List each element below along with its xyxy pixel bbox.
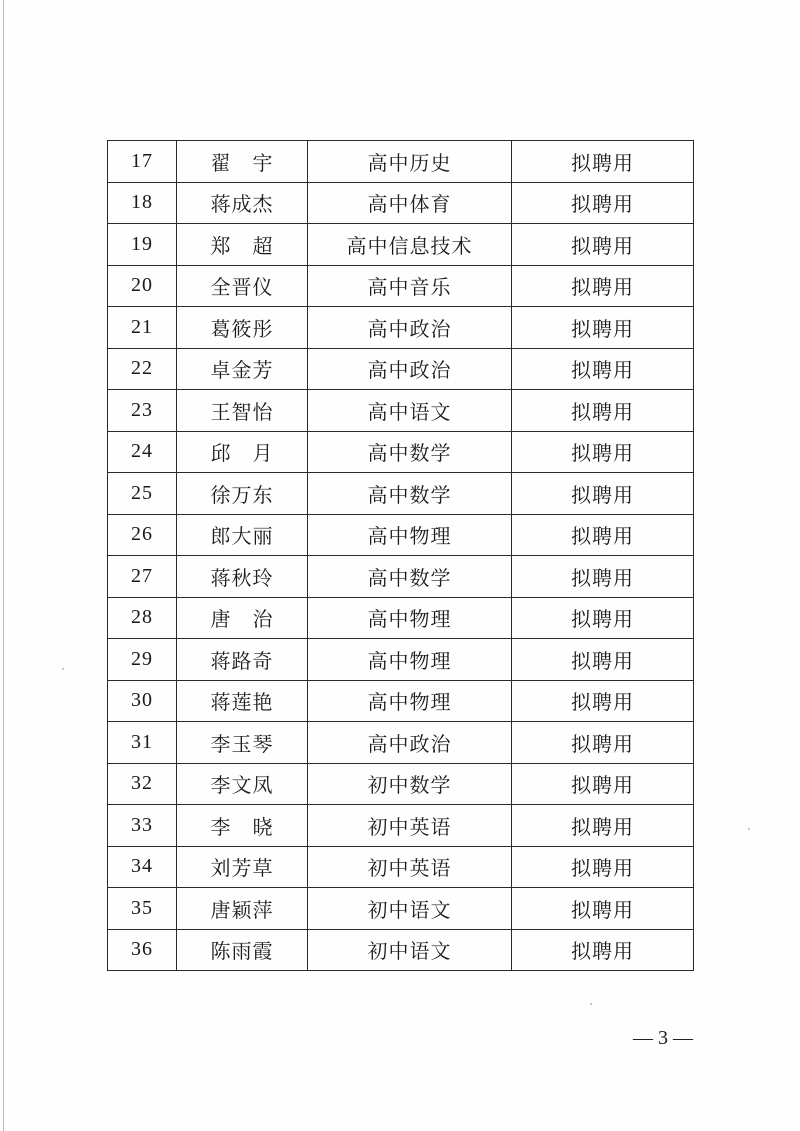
status-cell: 拟聘用 bbox=[512, 556, 694, 598]
status-cell: 拟聘用 bbox=[512, 473, 694, 515]
status-cell: 拟聘用 bbox=[512, 182, 694, 224]
subject-cell: 高中物理 bbox=[308, 514, 512, 556]
row-number-cell: 30 bbox=[108, 680, 177, 722]
name-cell: 全晋仪 bbox=[177, 265, 308, 307]
subject-cell: 高中政治 bbox=[308, 722, 512, 764]
name-cell: 徐万东 bbox=[177, 473, 308, 515]
status-cell: 拟聘用 bbox=[512, 763, 694, 805]
subject-cell: 高中物理 bbox=[308, 639, 512, 681]
table-row bbox=[108, 639, 694, 681]
status-cell: 拟聘用 bbox=[512, 390, 694, 432]
table-row bbox=[108, 307, 694, 349]
table-row bbox=[108, 141, 694, 183]
table-row bbox=[108, 597, 694, 639]
scan-edge-line bbox=[3, 0, 4, 1131]
subject-cell: 高中数学 bbox=[308, 431, 512, 473]
row-number-cell: 25 bbox=[108, 473, 177, 515]
name-cell: 陈雨霞 bbox=[177, 929, 308, 971]
subject-cell: 初中语文 bbox=[308, 929, 512, 971]
row-number-cell: 26 bbox=[108, 514, 177, 556]
table-row bbox=[108, 182, 694, 224]
status-cell: 拟聘用 bbox=[512, 888, 694, 930]
subject-cell: 高中语文 bbox=[308, 390, 512, 432]
name-cell: 唐颖萍 bbox=[177, 888, 308, 930]
name-cell: 郎大丽 bbox=[177, 514, 308, 556]
subject-cell: 高中政治 bbox=[308, 348, 512, 390]
name-cell: 李 晓 bbox=[177, 805, 308, 847]
table-row bbox=[108, 390, 694, 432]
row-number-cell: 20 bbox=[108, 265, 177, 307]
name-cell: 王智怡 bbox=[177, 390, 308, 432]
table-row bbox=[108, 431, 694, 473]
name-cell: 蒋路奇 bbox=[177, 639, 308, 681]
name-cell: 刘芳草 bbox=[177, 846, 308, 888]
table-row bbox=[108, 929, 694, 971]
status-cell: 拟聘用 bbox=[512, 929, 694, 971]
status-cell: 拟聘用 bbox=[512, 307, 694, 349]
row-number-cell: 28 bbox=[108, 597, 177, 639]
table-row bbox=[108, 265, 694, 307]
row-number-cell: 23 bbox=[108, 390, 177, 432]
subject-cell: 高中政治 bbox=[308, 307, 512, 349]
scan-speck bbox=[62, 668, 64, 670]
scan-speck bbox=[590, 1003, 592, 1005]
table-row bbox=[108, 224, 694, 266]
name-cell: 郑 超 bbox=[177, 224, 308, 266]
row-number-cell: 33 bbox=[108, 805, 177, 847]
name-cell: 李玉琴 bbox=[177, 722, 308, 764]
status-cell: 拟聘用 bbox=[512, 224, 694, 266]
subject-cell: 初中数学 bbox=[308, 763, 512, 805]
table-row bbox=[108, 763, 694, 805]
row-number-cell: 21 bbox=[108, 307, 177, 349]
status-cell: 拟聘用 bbox=[512, 722, 694, 764]
subject-cell: 高中信息技术 bbox=[308, 224, 512, 266]
row-number-cell: 19 bbox=[108, 224, 177, 266]
name-cell: 蒋成杰 bbox=[177, 182, 308, 224]
name-cell: 葛筱彤 bbox=[177, 307, 308, 349]
table-row bbox=[108, 846, 694, 888]
table-row bbox=[108, 805, 694, 847]
row-number-cell: 35 bbox=[108, 888, 177, 930]
row-number-cell: 34 bbox=[108, 846, 177, 888]
status-cell: 拟聘用 bbox=[512, 141, 694, 183]
table-row bbox=[108, 680, 694, 722]
status-cell: 拟聘用 bbox=[512, 597, 694, 639]
table-row bbox=[108, 514, 694, 556]
subject-cell: 初中语文 bbox=[308, 888, 512, 930]
page-number: — 3 — bbox=[633, 1027, 693, 1049]
table-row bbox=[108, 556, 694, 598]
scan-speck bbox=[748, 828, 750, 830]
status-cell: 拟聘用 bbox=[512, 514, 694, 556]
row-number-cell: 22 bbox=[108, 348, 177, 390]
status-cell: 拟聘用 bbox=[512, 805, 694, 847]
table-row bbox=[108, 348, 694, 390]
subject-cell: 高中物理 bbox=[308, 680, 512, 722]
roster-table-body bbox=[108, 141, 694, 971]
name-cell: 蒋莲艳 bbox=[177, 680, 308, 722]
name-cell: 翟 宇 bbox=[177, 141, 308, 183]
row-number-cell: 29 bbox=[108, 639, 177, 681]
status-cell: 拟聘用 bbox=[512, 265, 694, 307]
subject-cell: 高中数学 bbox=[308, 556, 512, 598]
table-row bbox=[108, 473, 694, 515]
subject-cell: 初中英语 bbox=[308, 846, 512, 888]
table-row bbox=[108, 722, 694, 764]
name-cell: 李文凤 bbox=[177, 763, 308, 805]
subject-cell: 高中数学 bbox=[308, 473, 512, 515]
status-cell: 拟聘用 bbox=[512, 680, 694, 722]
row-number-cell: 36 bbox=[108, 929, 177, 971]
row-number-cell: 17 bbox=[108, 141, 177, 183]
name-cell: 邱 月 bbox=[177, 431, 308, 473]
status-cell: 拟聘用 bbox=[512, 846, 694, 888]
hiring-roster-table bbox=[107, 140, 694, 971]
subject-cell: 高中物理 bbox=[308, 597, 512, 639]
status-cell: 拟聘用 bbox=[512, 431, 694, 473]
row-number-cell: 27 bbox=[108, 556, 177, 598]
name-cell: 蒋秋玲 bbox=[177, 556, 308, 598]
status-cell: 拟聘用 bbox=[512, 639, 694, 681]
subject-cell: 高中历史 bbox=[308, 141, 512, 183]
name-cell: 卓金芳 bbox=[177, 348, 308, 390]
status-cell: 拟聘用 bbox=[512, 348, 694, 390]
name-cell: 唐 治 bbox=[177, 597, 308, 639]
row-number-cell: 18 bbox=[108, 182, 177, 224]
subject-cell: 初中英语 bbox=[308, 805, 512, 847]
table-row bbox=[108, 888, 694, 930]
subject-cell: 高中体育 bbox=[308, 182, 512, 224]
subject-cell: 高中音乐 bbox=[308, 265, 512, 307]
row-number-cell: 32 bbox=[108, 763, 177, 805]
row-number-cell: 31 bbox=[108, 722, 177, 764]
row-number-cell: 24 bbox=[108, 431, 177, 473]
